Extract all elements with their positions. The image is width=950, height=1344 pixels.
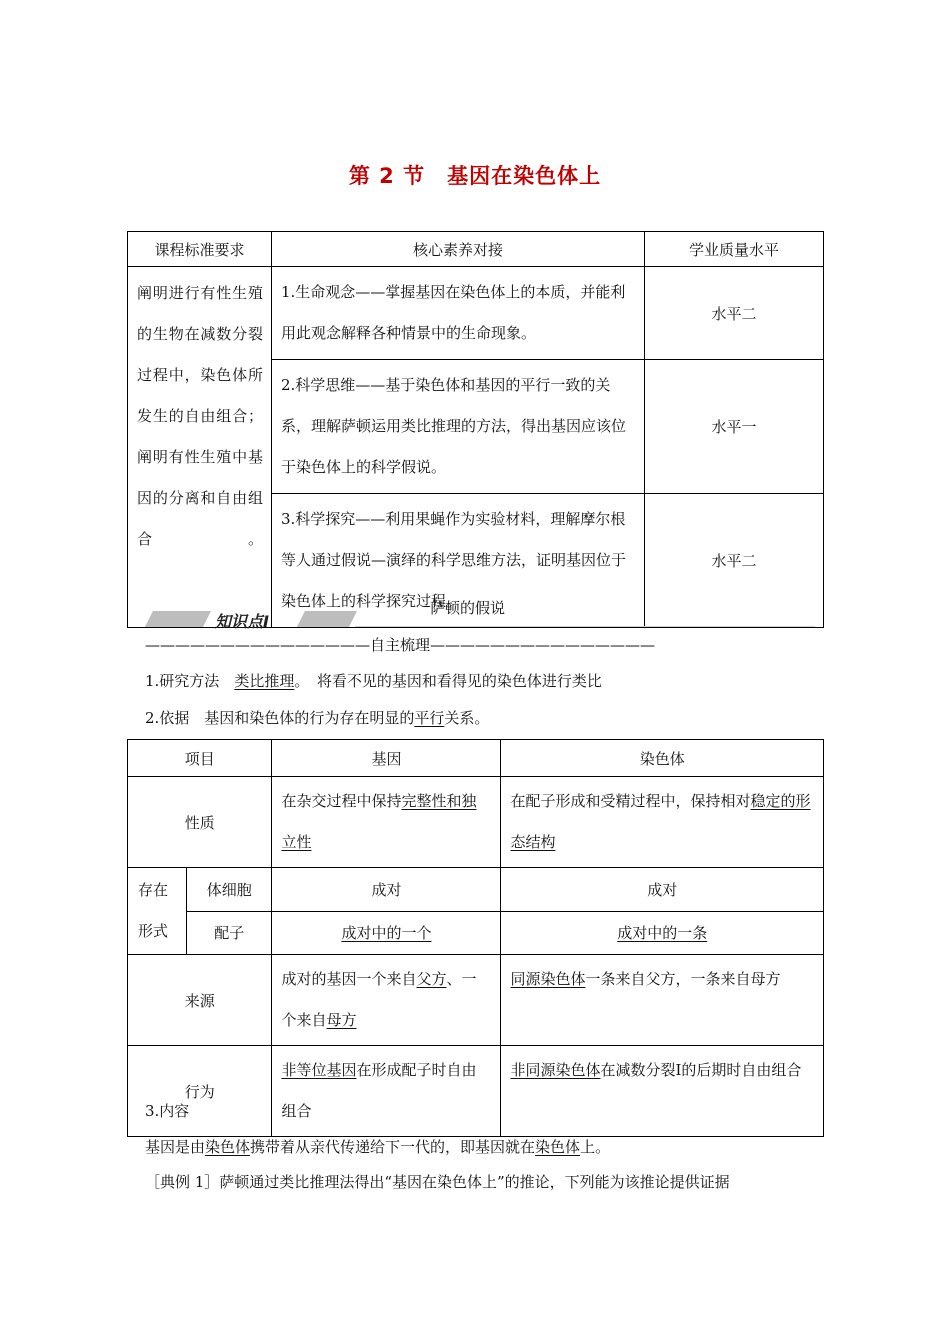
gene-chromosome-table xyxy=(127,739,824,1137)
point-2-prefix: 2.依据 基因和染色体的行为存在明显的 xyxy=(145,709,415,727)
row-label-source: 来源 xyxy=(128,955,272,1046)
header-core-literacy: 核心素养对接 xyxy=(272,232,645,267)
literacy-cell xyxy=(272,267,645,360)
behavior-chrom-cell xyxy=(501,1046,824,1137)
point-2 xyxy=(145,707,489,728)
somatic-label: 体细胞 xyxy=(187,868,272,912)
literacy-text: 1.生命观念——掌握基因在染色体上的本质，并能利用此观念解释各种情景中的生命现象。 xyxy=(281,283,626,342)
example-1: ［典例 1］萨顿通过类比推理法得出“基因在染色体上”的推论，下列能为该推论提供证据 xyxy=(145,1173,730,1191)
source-chrom-text: 一条来自父方，一条来自母方 xyxy=(585,970,781,988)
point-1 xyxy=(145,670,602,691)
nature-gene-cell xyxy=(272,777,501,868)
page-title: 第 2 节 基因在染色体上 xyxy=(348,164,602,188)
standards-row xyxy=(128,267,824,360)
standards-table xyxy=(127,231,824,628)
standards-header-row xyxy=(128,232,824,267)
source-chrom-cell xyxy=(501,955,824,1046)
nature-gene-answer: 完整性和独立性 xyxy=(281,792,477,851)
source-gene-answer-father: 父方 xyxy=(416,970,447,988)
nature-gene-text: 在杂交过程中保持 xyxy=(281,792,402,810)
level-cell: 水平二 xyxy=(645,494,824,628)
content-answer-2: 染色体 xyxy=(535,1138,581,1156)
row-label-existence xyxy=(128,868,187,955)
existence-label-text: 存在形式 xyxy=(138,881,169,940)
compare-row-nature xyxy=(128,777,824,868)
knowledge-point-label: 知识点Ⅰ xyxy=(215,612,269,631)
behavior-chrom-text: 在减数分裂Ⅰ的后期时自由组合 xyxy=(600,1061,802,1079)
compare-row-somatic xyxy=(128,868,824,912)
gamete-chrom-cell xyxy=(501,911,824,955)
header-curriculum: 课程标准要求 xyxy=(128,232,272,267)
header-gene: 基因 xyxy=(272,740,501,777)
gamete-label: 配子 xyxy=(187,911,272,955)
behavior-gene-answer: 非等位基因 xyxy=(281,1061,357,1079)
gamete-gene-answer: 成对中的一个 xyxy=(341,924,432,943)
compare-row-gamete xyxy=(128,911,824,955)
nature-chrom-answer: 稳定的形态结构 xyxy=(510,792,811,851)
row-label-behavior: 行为 xyxy=(128,1046,272,1137)
somatic-gene: 成对 xyxy=(272,868,501,912)
level-cell: 水平二 xyxy=(645,267,824,360)
content-heading: 3.内容 xyxy=(145,1102,190,1120)
requirement-text: 阐明进行有性生殖的生物在减数分裂过程中，染色体所发生的自由组合；阐明有性生殖中基因的分离和自由组合。 xyxy=(137,284,263,548)
source-gene-text-2: 、一个来自 xyxy=(281,970,477,1029)
source-gene-text: 成对的基因一个来自 xyxy=(281,970,417,988)
section-subheading: ———————————————自主梳理——————————————— xyxy=(145,636,656,654)
literacy-cell xyxy=(272,360,645,494)
compare-row-source xyxy=(128,955,824,1046)
compare-header-row xyxy=(128,740,824,777)
behavior-gene-text: 在形成配子时自由组合 xyxy=(281,1061,477,1120)
content-text-c: 上。 xyxy=(580,1138,611,1156)
content-line xyxy=(145,1136,610,1157)
point-1-prefix: 1.研究方法 xyxy=(145,672,235,690)
content-answer-1: 染色体 xyxy=(205,1138,251,1156)
requirement-cell xyxy=(128,267,272,628)
content-text-b: 携带着从亲代传递给下一代的，即基因就在 xyxy=(250,1138,536,1156)
somatic-chrom: 成对 xyxy=(501,868,824,912)
literacy-text: 2.科学思维——基于染色体和基因的平行一致的关系，理解萨顿运用类比推理的方法，得出基因应该位于染色体上的科学假说。 xyxy=(281,376,627,476)
content-text-a: 基因是由 xyxy=(145,1138,206,1156)
source-gene-cell xyxy=(272,955,501,1046)
point-2-suffix: 关系。 xyxy=(444,709,490,727)
header-item: 项目 xyxy=(128,740,272,777)
knowledge-point-title: 萨顿的假说 xyxy=(430,599,506,617)
gamete-chrom-answer: 成对中的一条 xyxy=(617,924,708,943)
header-chromosome: 染色体 xyxy=(501,740,824,777)
literacy-text: 3.科学探究——利用果蝇作为实验材料，理解摩尔根等人通过假说—演绎的科学思维方法，证明基因位于染色体上的科学探究过程。 xyxy=(281,510,627,610)
point-1-suffix: 。 将看不见的基因和看得见的染色体进行类比 xyxy=(294,672,602,690)
source-chrom-answer: 同源染色体 xyxy=(510,970,586,988)
level-cell: 水平一 xyxy=(645,360,824,494)
nature-chrom-text: 在配子形成和受精过程中，保持相对 xyxy=(510,792,751,810)
point-1-answer: 类比推理 xyxy=(234,672,295,690)
nature-chrom-cell xyxy=(501,777,824,868)
header-quality-level: 学业质量水平 xyxy=(645,232,824,267)
banner-rule xyxy=(355,626,815,627)
behavior-chrom-answer: 非同源染色体 xyxy=(510,1061,601,1079)
behavior-gene-cell xyxy=(272,1046,501,1137)
source-gene-answer-mother: 母方 xyxy=(326,1011,357,1029)
banner-stripe xyxy=(297,611,357,627)
banner-stripe xyxy=(145,611,211,627)
point-2-answer: 平行 xyxy=(414,709,445,727)
row-label-nature: 性质 xyxy=(128,777,272,868)
compare-row-behavior xyxy=(128,1046,824,1137)
gamete-gene-cell xyxy=(272,911,501,955)
